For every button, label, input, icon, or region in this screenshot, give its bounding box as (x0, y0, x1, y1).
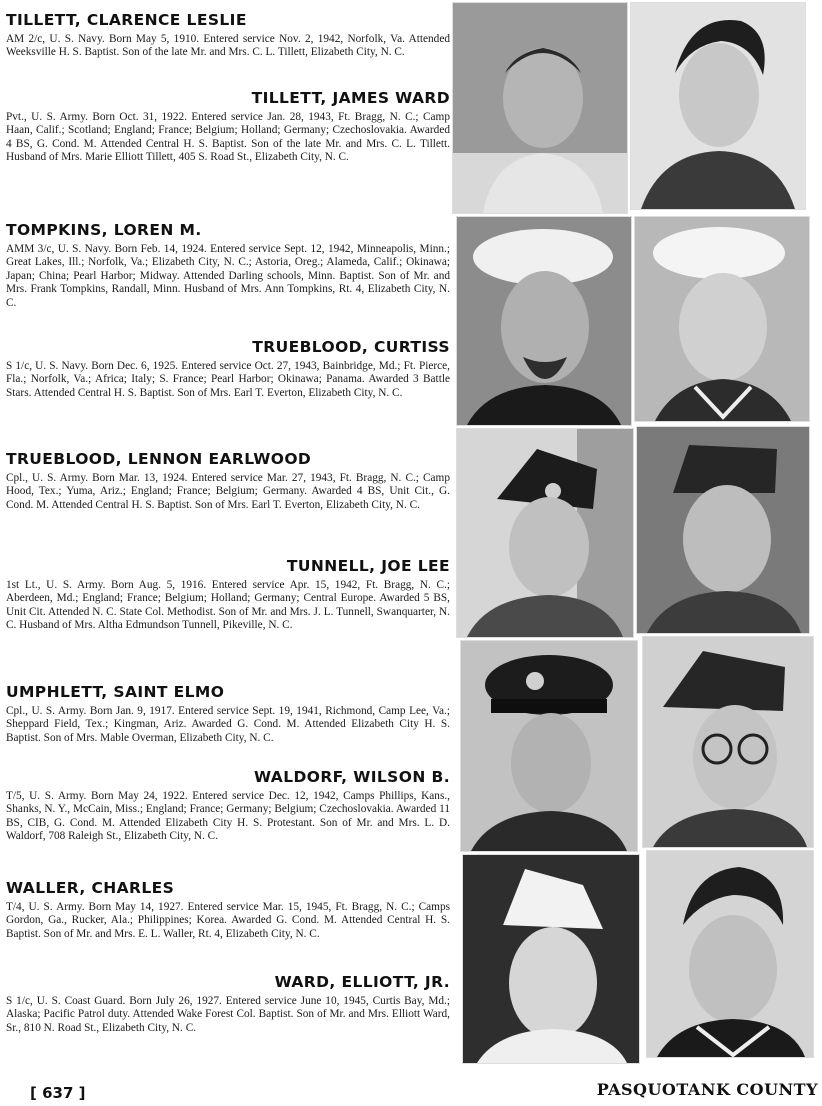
portrait-image (631, 3, 805, 209)
entry-name: TUNNELL, JOE LEE (286, 557, 450, 575)
portrait-umphlett-saint-elmo (460, 640, 638, 852)
portrait-tompkins-loren (456, 216, 632, 426)
portrait-image (453, 3, 627, 213)
entry-ward-elliott (6, 972, 450, 1035)
portrait-waller-charles (462, 854, 640, 1064)
portrait-image (643, 637, 813, 847)
entry-bio: Cpl., U. S. Army. Born Jan. 9, 1917. Entered service Sept. 19, 1941, Richmond, Camp Lee, Va.; Sheppard Field, Tex.; Kingman, Ariz. Awarded G. Cond. M. Attended Elizabeth City H. S. Baptist. Son of Mrs. Mable Overman, Elizabeth City, N. C. (6, 705, 450, 744)
entry-bio: 1st Lt., U. S. Army. Born Aug. 5, 1916. Entered service Apr. 15, 1942, Ft. Bragg, N. C.; Aberdeen, Md.; England; France; Belgium; Holland; Germany; Central Europe. Awarded 5 BS, Unit Cit. Attended N. C. State Col. Methodist. Son of Mr. and Mrs. J. L. Tunnell, Swanquarter, N. C. Husband of Mrs. Altha Edmundson Tunnell, Pikeville, N. C. (6, 579, 450, 632)
entry-name: TILLETT, CLARENCE LESLIE (6, 11, 247, 29)
entry-bio: Pvt., U. S. Army. Born Oct. 31, 1922. Entered service Jan. 28, 1943, Ft. Bragg, N. C.; Camp Haan, Calif.; Scotland; England; France; Belgium; Holland; Germany; Czechoslovakia. Awarded 4 BS, G. Cond. M. Attended Central H. S. Baptist. Son of the late Mr. and Mrs. C. L. Tillett. Husband of Mrs. Marie Elliott Tillett, 405 S. Road St., Elizabeth City, N. C. (6, 111, 450, 164)
county-title: PASQUOTANK COUNTY (596, 1080, 818, 1099)
portrait-trueblood-curtiss (634, 216, 810, 422)
portrait-waldorf-wilson (642, 636, 814, 848)
entry-waller-charles (6, 878, 450, 941)
entry-name: TILLETT, JAMES WARD (251, 89, 450, 107)
entry-waldorf-wilson (6, 767, 450, 844)
entry-name: UMPHLETT, SAINT ELMO (6, 683, 225, 701)
entry-tillett-clarence (6, 10, 450, 60)
entry-bio: S 1/c, U. S. Navy. Born Dec. 6, 1925. Entered service Oct. 27, 1943, Bainbridge, Md.; Ft. Pierce, Fla.; Norfolk, Va.; Africa; Italy; S. France; Pearl Harbor; Okinawa; Panama. Awarded 3 Battle Stars. Attended Central H. S. Baptist. Son of Mrs. Earl T. Everton, Elizabeth City, N. C. (6, 360, 450, 399)
entry-tillett-james (6, 88, 450, 165)
entry-name: WALDORF, WILSON B. (254, 768, 450, 786)
portrait-image (457, 429, 633, 637)
entry-bio: AM 2/c, U. S. Navy. Born May 5, 1910. Entered service Nov. 2, 1942, Norfolk, Va. Attended Weeksville H. S. Baptist. Son of the late Mr. and Mrs. C. L. Tillett, Elizabeth City, N. C. (6, 33, 450, 59)
page-number: [ 637 ] (30, 1084, 86, 1102)
entry-trueblood-lennon (6, 449, 450, 512)
portrait-image (461, 641, 637, 851)
entry-bio: T/4, U. S. Army. Born May 14, 1927. Entered service Mar. 15, 1945, Ft. Bragg, N. C.; Camps Gordon, Ga., Rucker, Ala.; Philippines; Korea. Awarded G. Cond. M. Attended Central H. S. Baptist. Son of Mr. and Mrs. E. L. Waller, Rt. 4, Elizabeth City, N. C. (6, 901, 450, 940)
entry-bio: Cpl., U. S. Army. Born Mar. 13, 1924. Entered service Mar. 27, 1943, Ft. Bragg, N. C.; Camp Hood, Tex.; Yuma, Ariz.; England; France; Belgium; Germany. Awarded 4 BS, Unit Cit., G. Cond. M. Attended Central H. S. Baptist. Son of Mrs. Earl T. Everton, Elizabeth City, N. C. (6, 472, 450, 511)
entry-name: TOMPKINS, LOREN M. (6, 221, 202, 239)
entry-bio: T/5, U. S. Army. Born May 24, 1922. Entered service Dec. 12, 1942, Camps Phillips, Kans., Shanks, N. Y., McCain, Miss.; England; France; Germany; Belgium; Czechoslovakia. Awarded 11 BS, CIB, G. Cond. M. Attended Elizabeth City H. S. Protestant. Son of Mr. and Mrs. L. D. Waldorf, 708 Raleigh St., Elizabeth City, N. C. (6, 790, 450, 843)
portrait-ward-elliott (646, 850, 814, 1058)
entries-column (6, 0, 450, 1075)
entry-name: TRUEBLOOD, CURTISS (252, 338, 450, 356)
portrait-image (647, 851, 813, 1057)
entry-name: TRUEBLOOD, LENNON EARLWOOD (6, 450, 312, 468)
portrait-tillett-james (630, 2, 806, 210)
portrait-tillett-clarence (452, 2, 628, 214)
portrait-tunnell-joe (636, 426, 810, 634)
entry-bio: S 1/c, U. S. Coast Guard. Born July 26, 1927. Entered service June 10, 1945, Curtis Bay, Md.; Alaska; Pacific Patrol duty. Attended Wake Forest Col. Baptist. Son of Mr. and Mrs. Elliott Ward, Sr., 810 N. Road St., Elizabeth City, N. C. (6, 995, 450, 1034)
entry-bio: AMM 3/c, U. S. Navy. Born Feb. 14, 1924. Entered service Sept. 12, 1942, Minneapolis, Minn.; Great Lakes, Ill.; Norfolk, Va.; Elizabeth City, N. C.; Astoria, Oreg.; Alameda, Calif.; Okinawa; Japan; China; Pearl Harbor; Midway. Attended Darling schools, Minn. Baptist. Son of Mr. and Mrs. Frank Tompkins, Randall, Minn. Husband of Mrs. Ann Tompkins, Rt. 4, Elizabeth City, N. C. (6, 243, 450, 309)
portrait-image (457, 217, 631, 425)
portrait-image (637, 427, 809, 633)
entry-tunnell-joe (6, 556, 450, 633)
entry-umphlett-saint-elmo (6, 682, 450, 745)
portrait-grid (452, 0, 822, 1080)
entry-name: WALLER, CHARLES (6, 879, 175, 897)
portrait-trueblood-lennon (456, 428, 634, 638)
entry-trueblood-curtiss (6, 337, 450, 400)
page-footer (0, 1078, 822, 1106)
portrait-image (463, 855, 639, 1063)
entry-tompkins-loren (6, 220, 450, 310)
entry-name: WARD, ELLIOTT, JR. (274, 973, 450, 991)
portrait-image (635, 217, 809, 421)
